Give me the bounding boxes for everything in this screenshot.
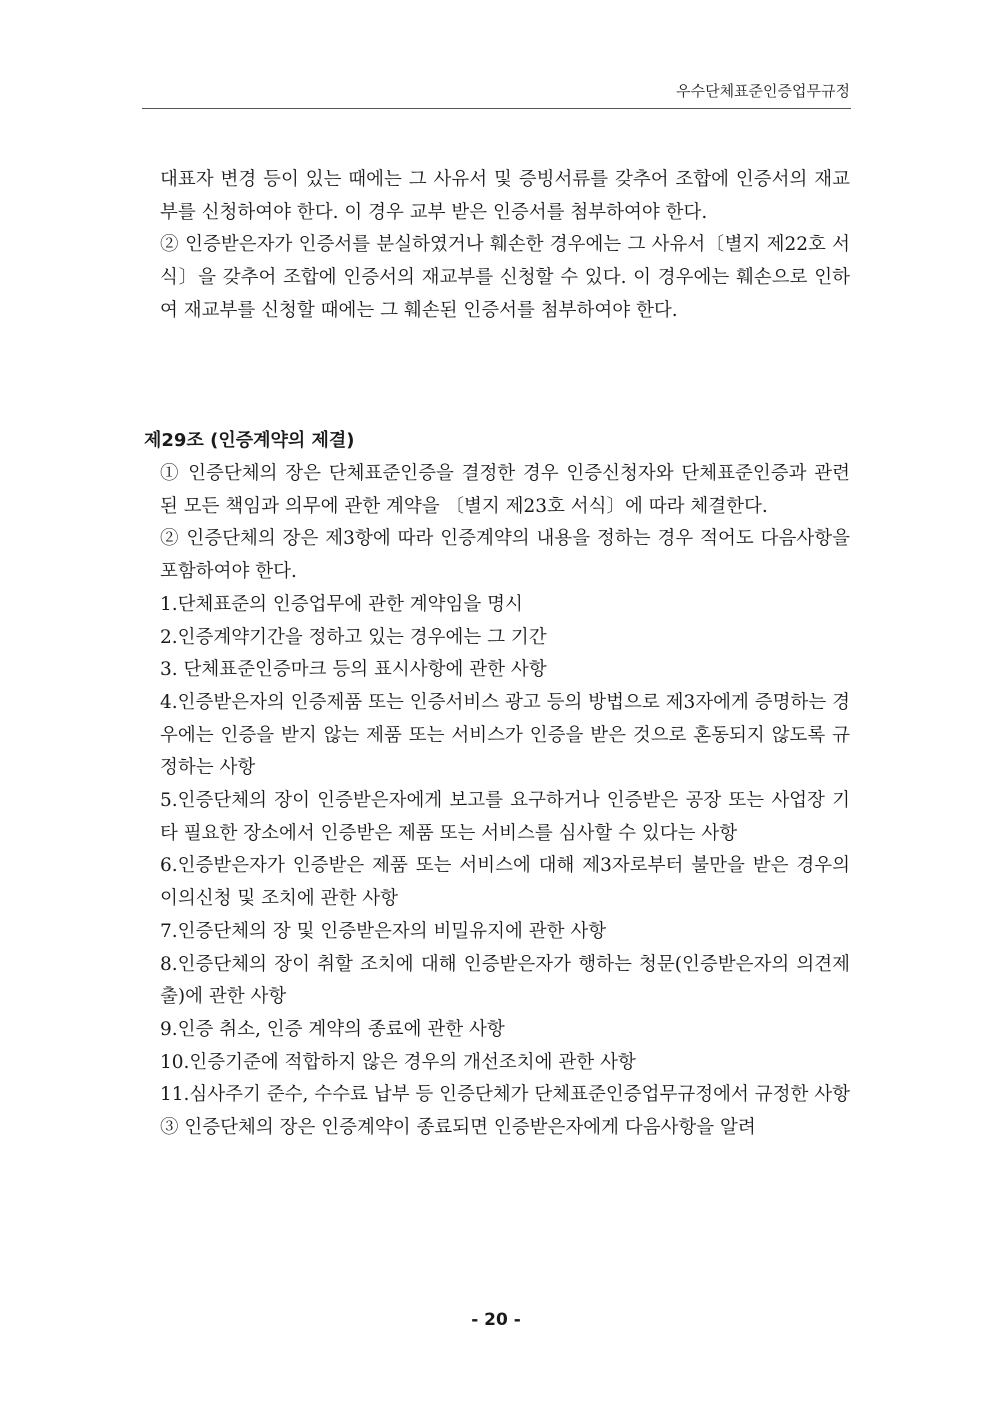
list-item: 9.인증 취소, 인증 계약의 종료에 관한 사항	[160, 1018, 505, 1040]
list-item: 10.인증기준에 적합하지 않은 경우의 개선조치에 관한 사항	[160, 1051, 636, 1073]
continued-section	[160, 164, 850, 328]
paragraph-continued: 대표자 변경 등이 있는 때에는 그 사유서 및 증빙서류를 갖추어 조합에 인증서의 재교부를 신청하여야 한다. 이 경우 교부 받은 인증서를 첨부하여야 한다.	[160, 169, 850, 223]
article-heading: 제29조 (인증계약의 제결)	[144, 430, 355, 451]
list-item: 1.단체표준의 인증업무에 관한 계약임을 명시	[160, 593, 523, 615]
list-item: 6.인증받은자가 인증받은 제품 또는 서비스에 대해 제3자로부터 불만을 받은 경우의 이의신청 및 조치에 관한 사항	[160, 855, 850, 910]
list-item: 8.인증단체의 장이 취할 조치에 대해 인증받은자가 행하는 청문(인증받은자의 의견제출)에 관한 사항	[160, 953, 850, 1008]
list-item: 2.인증계약기간을 정하고 있는 경우에는 그 기간	[160, 626, 547, 648]
clause-3: ③ 인증단체의 장은 인증계약이 종료되면 인증받은자에게 다음사항을 알려	[160, 1117, 756, 1139]
list-item: 11.심사주기 준수, 수수료 납부 등 인증단체가 단체표준인증업무규정에서 규정한 사항	[160, 1084, 850, 1106]
clause-2: ② 인증단체의 장은 제3항에 따라 인증계약의 내용을 정하는 경우 적어도 다음사항을 포함하여야 한다.	[160, 528, 850, 583]
list-item: 3. 단체표준인증마크 등의 표시사항에 관한 사항	[160, 659, 547, 681]
list-item: 5.인증단체의 장이 인증받은자에게 보고를 요구하거나 인증받은 공장 또는 사업장 기타 필요한 장소에서 인증받은 제품 또는 서비스를 심사할 수 있다는 사항	[160, 790, 850, 844]
list-item: 7.인증단체의 장 및 인증받은자의 비밀유지에 관한 사항	[160, 920, 607, 942]
article-body	[160, 458, 850, 1145]
page-number: - 20 -	[471, 1310, 521, 1330]
header-divider	[142, 108, 851, 109]
list-item: 4.인증받은자의 인증제품 또는 인증서비스 광고 등의 방법으로 제3자에게 증명하는 경우에는 인증을 받지 않는 제품 또는 서비스가 인증을 받은 것으로 혼동되지 않도록 규정하는 사항	[160, 691, 850, 779]
clause-1: ① 인증단체의 장은 단체표준인증을 결정한 경우 인증신청자와 단체표준인증과 관련된 모든 책임과 의무에 관한 계약을 〔별지 제23호 서식〕에 따라 체결한다.	[160, 463, 850, 517]
running-header: 우수단체표준인증업무규정	[676, 82, 850, 100]
paragraph-clause-2: ② 인증받은자가 인증서를 분실하였거나 훼손한 경우에는 그 사유서〔별지 제22호 서식〕을 갖추어 조합에 인증서의 재교부를 신청할 수 있다. 이 경우에는 훼손으로 인하여 재교부를 신청할 때에는 그 훼손된 인증서를 첨부하여야 한다.	[160, 234, 850, 321]
